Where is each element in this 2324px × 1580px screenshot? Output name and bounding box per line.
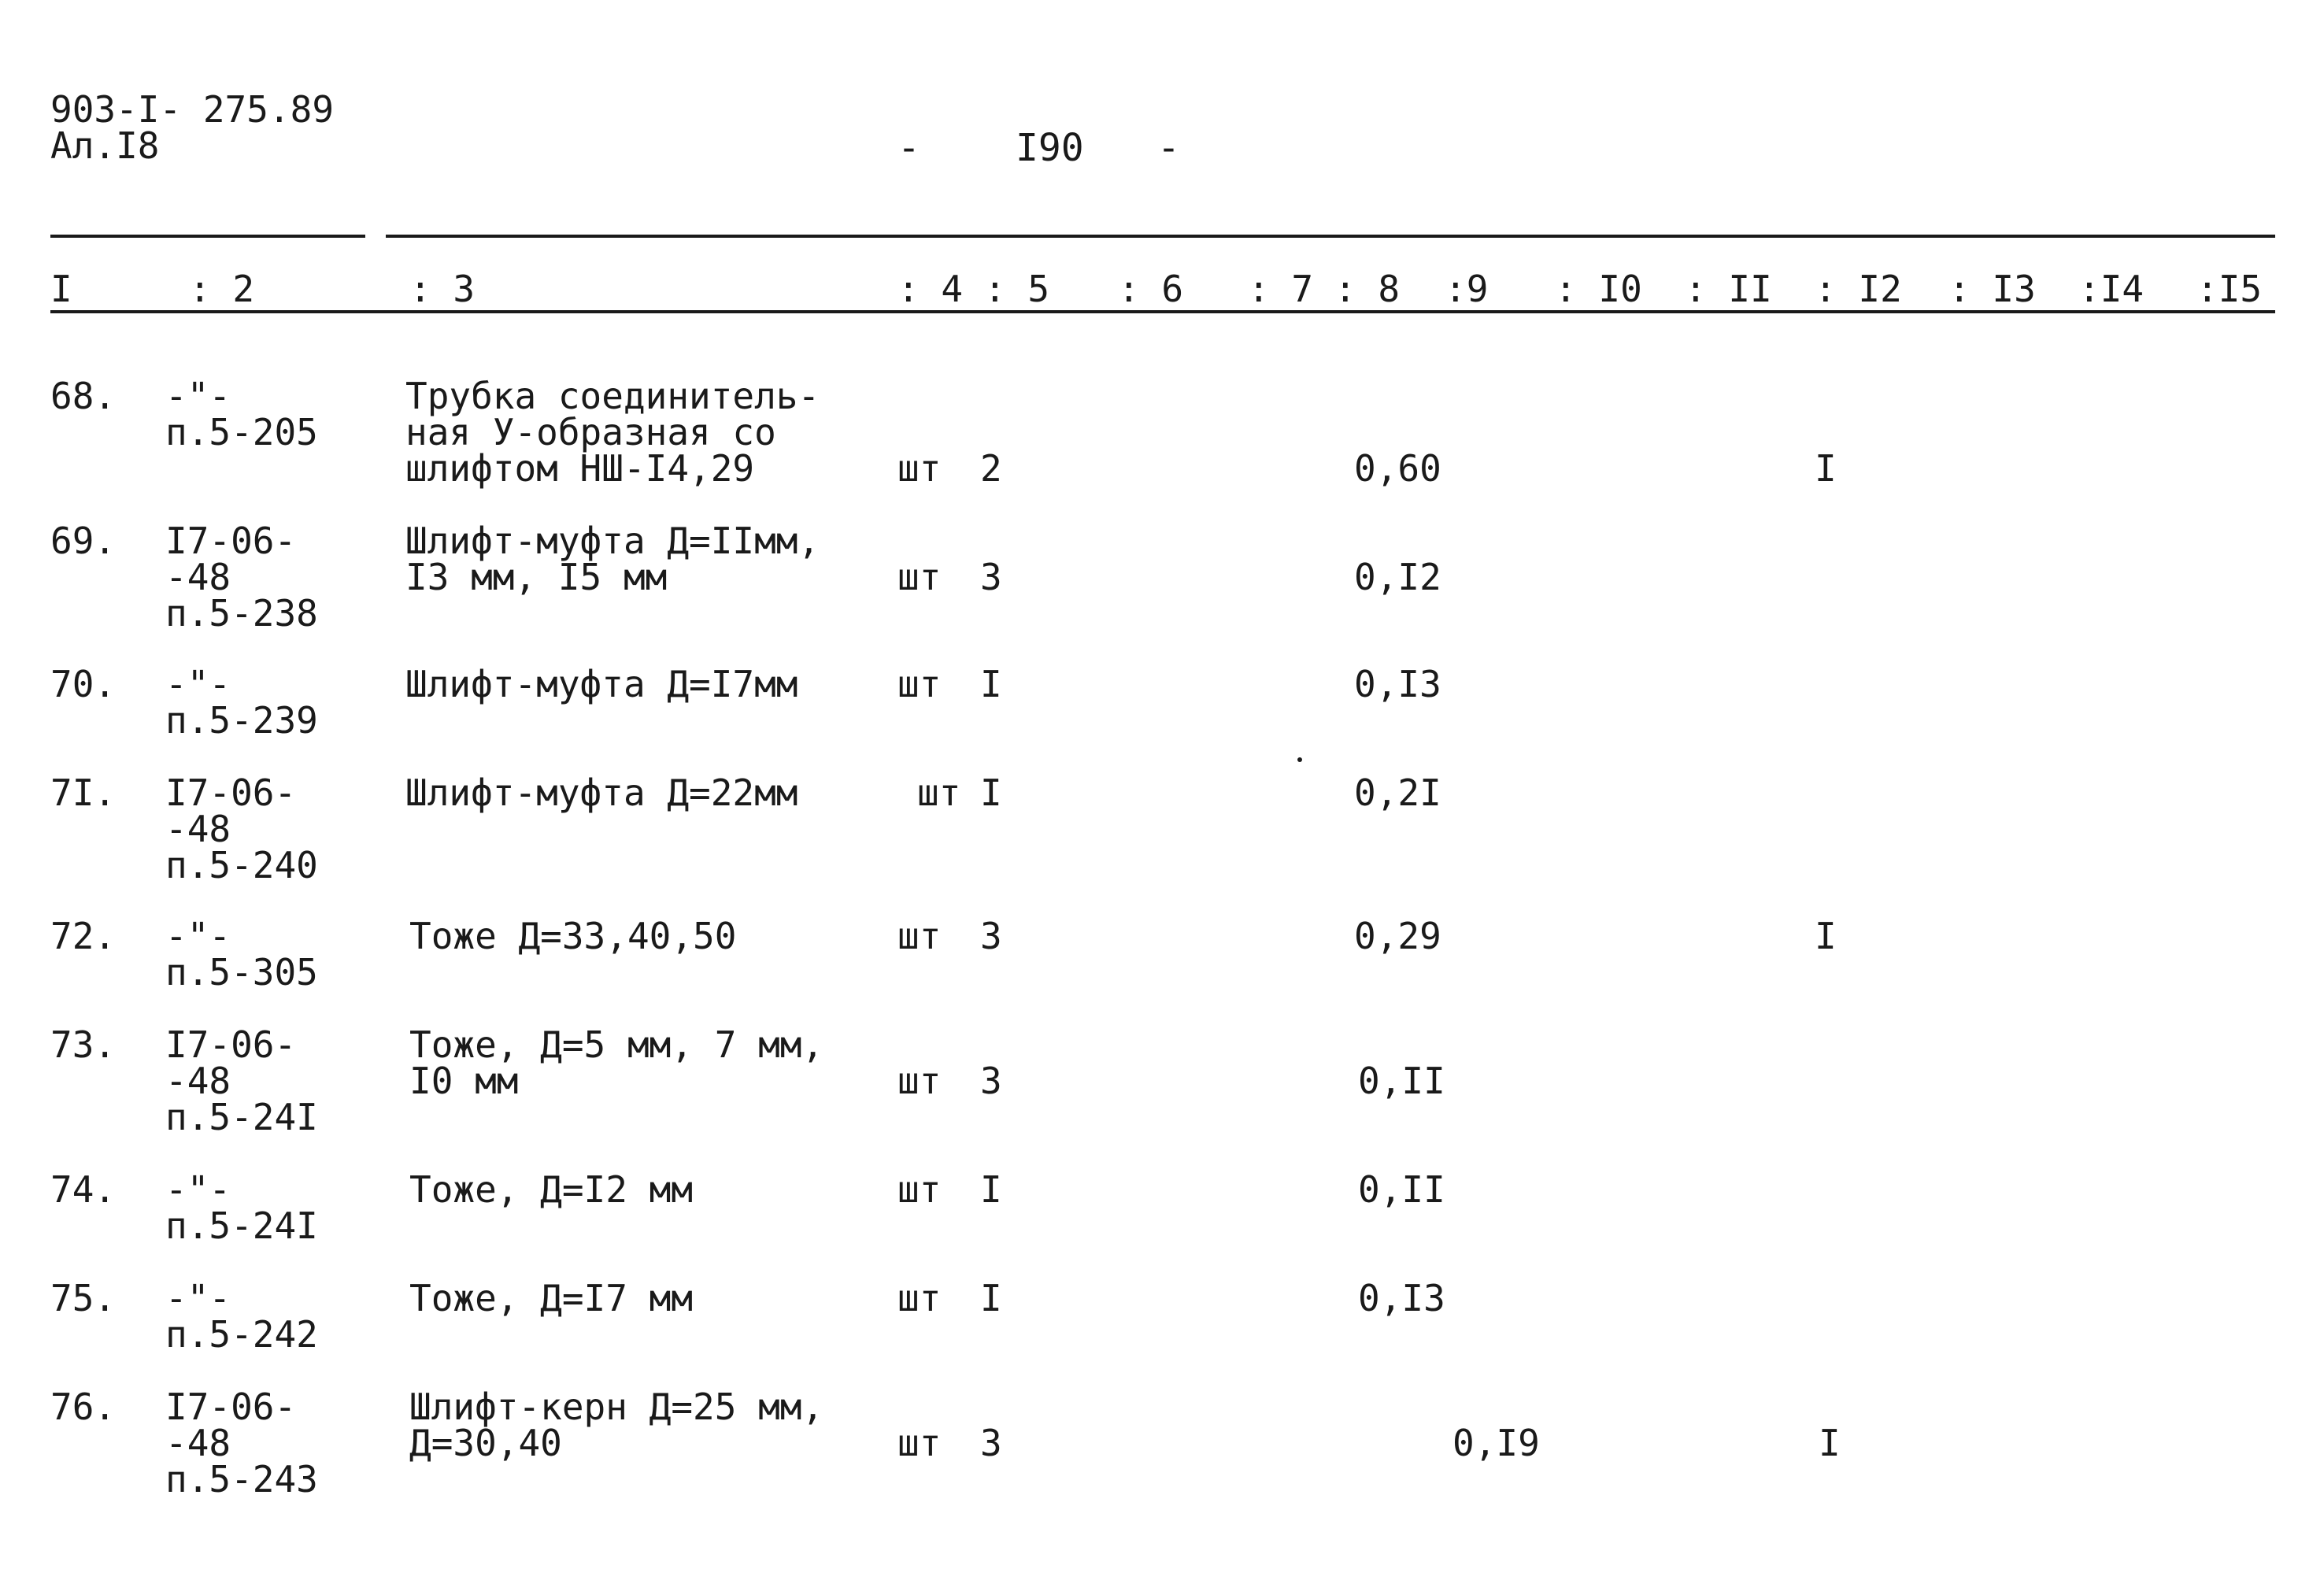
row-code: -"- п.5-239 [165,663,318,742]
row-quantity: I [980,771,1002,814]
row-code: -"- п.5-205 [165,375,318,453]
row-quantity: 3 [980,1060,1002,1102]
row-unit: шт [897,1168,942,1211]
row-code: I7-06- -48 п.5-240 [165,771,318,886]
column-header: :9 [1445,268,1489,310]
sheet-label: Ал.I8 [50,124,160,167]
table-row [0,1023,2324,1138]
table-row [0,915,2324,994]
row-code: I7-06- -48 п.5-238 [165,520,318,635]
row-quantity: 3 [980,556,1002,598]
row-name: Шлифт-муфта Д=22мм [405,771,798,814]
table-row [0,1168,2324,1247]
row-unit: шт [897,1422,942,1464]
column-header: : 8 [1334,268,1401,310]
row-name: Шлифт-керн Д=25 мм, Д=30,40 [409,1386,824,1464]
row-unit: шт [897,663,942,705]
row-number: 75. [50,1277,117,1319]
table-row [0,1277,2324,1356]
column-header: : 5 [984,268,1050,310]
table-row [0,663,2324,742]
row-unit: шт [897,1060,942,1102]
top-rule-right [386,235,2275,238]
row-col12: I [1815,447,1837,490]
row-price: 0,II [1358,1060,1445,1102]
column-header: : 3 [409,268,476,310]
row-quantity: I [980,1277,1002,1319]
row-quantity: 3 [980,1422,1002,1464]
table-row [0,375,2324,490]
row-quantity: 3 [980,915,1002,957]
row-price: 0,2I [1354,771,1441,814]
header-underline [50,310,2275,313]
table-row [0,520,2324,635]
table-row [0,771,2324,886]
row-price: 0,II [1358,1168,1445,1211]
top-rule-left [50,235,365,238]
row-quantity: I [980,1168,1002,1211]
row-price: 0,I3 [1358,1277,1445,1319]
row-number: 68. [50,375,117,417]
row-code: -"- п.5-242 [165,1277,318,1356]
row-col12: I [1815,915,1837,957]
row-price: 0,I3 [1354,663,1441,705]
row-number: 72. [50,915,117,957]
column-header: I [50,268,72,310]
row-name: Шлифт-муфта Д=I7мм [405,663,798,705]
row-name: Тоже Д=33,40,50 [409,915,737,957]
column-header: : 6 [1118,268,1184,310]
row-quantity: I [980,663,1002,705]
row-name: Шлифт-муфта Д=IIмм, I3 мм, I5 мм [405,520,820,598]
row-unit: шт [897,915,942,957]
column-header: : I0 [1555,268,1642,310]
column-header: : 4 [897,268,964,310]
row-unit: шт [897,447,942,490]
row-code: -"- п.5-24I [165,1168,318,1247]
column-header: : 2 [189,268,255,310]
row-number: 74. [50,1168,117,1211]
row-name: Тоже, Д=5 мм, 7 мм, I0 мм [409,1023,824,1102]
row-price: 0,I9 [1452,1422,1540,1464]
column-header: : 7 [1248,268,1314,310]
row-number: 73. [50,1023,117,1066]
page-number: I90 [1016,126,1084,170]
page-dash-left: - [897,126,920,170]
row-name: Трубка соединитель- ная У-образная со шлифтом НШ-I4,29 [405,375,820,490]
row-price: 0,29 [1354,915,1441,957]
scan-speck [1297,757,1302,762]
column-header: :I5 [2196,268,2263,310]
row-code: -"- п.5-305 [165,915,318,994]
row-number: 69. [50,520,117,562]
row-col12: I [1819,1422,1841,1464]
row-number: 7I. [50,771,117,814]
row-price: 0,60 [1354,447,1441,490]
row-number: 70. [50,663,117,705]
table-row [0,1386,2324,1500]
row-price: 0,I2 [1354,556,1441,598]
row-unit: шт [897,556,942,598]
row-number: 76. [50,1386,117,1428]
row-code: I7-06- -48 п.5-243 [165,1386,318,1500]
row-name: Тоже, Д=I2 мм [409,1168,694,1211]
row-unit: шт [897,1277,942,1319]
row-name: Тоже, Д=I7 мм [409,1277,694,1319]
row-code: I7-06- -48 п.5-24I [165,1023,318,1138]
page-dash-right: - [1157,126,1180,170]
row-quantity: 2 [980,447,1002,490]
column-header: : II [1685,268,1772,310]
column-header: :I4 [2078,268,2145,310]
column-header: : I3 [1948,268,2036,310]
row-unit: шт [917,771,961,814]
column-header: : I2 [1815,268,1902,310]
document-code: 903-I- 275.89 [50,88,335,131]
